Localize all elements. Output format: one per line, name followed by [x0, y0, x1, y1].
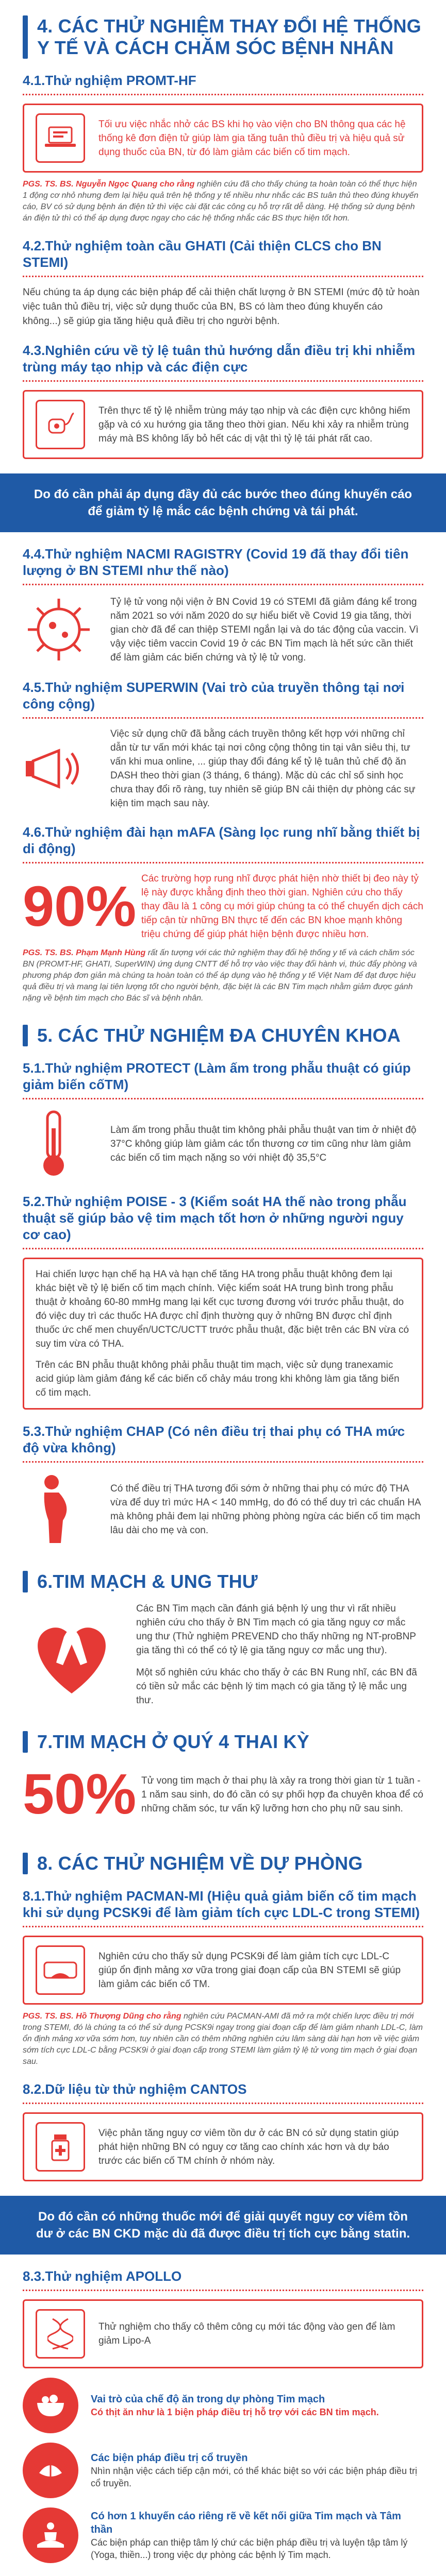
s6-row	[23, 1602, 423, 1707]
salad-bowl-icon	[23, 2378, 78, 2433]
cantos-title: 8.2.Dữ liệu từ thử nghiệm CANTOS	[23, 2081, 247, 2097]
divider	[23, 1098, 423, 1099]
section-5-heading	[23, 1006, 423, 1046]
section-5	[0, 1006, 446, 1548]
ai-title: 4.3.Nghiên cứu về tỷ lệ tuân thủ hướng dẫn điều trị khi nhiễm trùng máy tạo nhịp và các điện cực	[23, 343, 416, 375]
herbal-medicine-icon	[23, 2443, 78, 2498]
s7-text: Tử vong tim mạch ở thai phụ là xảy ra trong thời gian từ 1 tuần - 1 năm sau sinh, do đó cần có sự phối hợp đa chuyên khoa để có những chăm sóc, tư vấn kỹ lưỡng hơn cho phụ nữ sau sinh.	[141, 1775, 423, 1814]
promt-expert-note	[23, 179, 423, 224]
s6-texts	[136, 1602, 423, 1707]
superwin-text: Việc sử dụng chữ đã bằng cách truyền thông kết hợp với những chỉ dẫn từ tư vấn mới khác tại nơi công cộng thông tin tại vân siêu thị, tư vấn khi mua online, ... giúp thay đổi đáng kể tỷ lệ tuân thủ chế độ ăn DASH theo thời gian (3 tháng, 6 tháng). Mặc dù các chỉ số sinh học chưa thay đổi rõ ràng, tuy nhiên sẽ giúp BN cải thiện dự phòng các sự kiện tim mạch sau này.	[110, 728, 416, 809]
poise-title: 5.2.Thử nghiệm POISE - 3 (Kiểm soát HA thế nào trong phẫu thuật sẽ giúp bảo vệ tim mạch tốt hơn ở những người nguy cơ cao)	[23, 1194, 407, 1242]
divider	[23, 94, 423, 95]
prevention-item	[23, 2443, 423, 2498]
medicine-icon	[36, 2122, 85, 2172]
protect-title: 5.1.Thử nghiệm PROTECT (Làm ấm trong phẫu thuật có giúp giảm biến cốTM)	[23, 1060, 411, 1092]
section-7	[0, 1707, 446, 1826]
prevention-list	[23, 2378, 423, 2563]
section-8-title: 8. CÁC THỬ NGHIỆM VỀ DỰ PHÒNG	[37, 1853, 363, 1874]
cantos-card	[23, 2112, 423, 2181]
ghati-text: Nếu chúng ta áp dụng các biện pháp để cải thiện chất lượng ở BN STEMI (mức độ tử hoàn việc tuân thủ điều trị, việc sử dụng thuốc của BN, BS có làm theo đúng khuyến cáo không...) sẽ giúp gia tăng hiệu quả điều trị cho người bệnh.	[23, 287, 420, 327]
section-6-heading	[23, 1548, 423, 1592]
meditation-icon	[23, 2507, 78, 2563]
cantos-banner: Do đó cần có những thuốc mới để giải quyết nguy cơ viêm tồn dư ở các BN CKD mặc dù đã được điều trị tích cực bằng statin.	[0, 2196, 446, 2255]
section-8-heading	[23, 1823, 423, 1874]
chap-text: Có thể điều trị THA tương đối sớm ở những thai phụ có mức độ THA vừa để duy trì mức HA < 140 mmHg, do đó có thể duy trì các chuẩn HA mà không phải đem lại những phòng phòng ngừa các biến cố tim mạch lâu dài cho mẹ và con.	[110, 1483, 421, 1536]
divider	[23, 862, 423, 863]
heading-bar	[23, 1025, 28, 1046]
promt-title: 4.1.Thử nghiệm PROMT-HF	[23, 73, 196, 88]
mafa-percent: 90%	[23, 874, 137, 938]
section-7-title: 7.TIM MẠCH Ở QUÝ 4 THAI KỲ	[37, 1731, 309, 1752]
laptop-prescription-icon	[36, 113, 85, 163]
nacmi-text: Tỷ lệ tử vong nội viện ở BN Covid 19 có STEMI đã giảm đáng kể trong năm 2021 so với năm 2020 do sự hiểu biết về Covid 19 gia tăng, thời gian chờ đã để can thiệp STEMI ngắn lại và do tác động của vaccin. Vì vậy việc tiêm vaccin Covid 19 ở các BN Tim mạch là hết sức cần thiết để làm giảm các biến chứng và tỷ lệ tử vong.	[110, 596, 419, 663]
chap-title: 5.3.Thử nghiệm CHAP (Có nên điều trị thai phụ có THA mức độ vừa không)	[23, 1423, 405, 1455]
superwin-title: 4.5.Thử nghiệm SUPERWIN (Vai trò của truyền thông tại nơi công cộng)	[23, 680, 405, 711]
mafa-row	[23, 872, 423, 941]
heading-bar	[23, 1853, 28, 1874]
nacmi-row	[23, 594, 423, 666]
divider	[23, 1926, 423, 1927]
poise-text-2: Trên các BN phẫu thuật không phải phẫu thuật tim mạch, việc sử dụng tranexamic acid giúp làm giảm đáng kể các biến cố chảy máu trong khi không làm gia tăng biến cố tim mạch.	[36, 1360, 400, 1398]
apollo-text: Thử nghiệm cho thấy cô thêm công cụ mới tác động vào gen để làm giảm Lipo-A	[98, 2321, 395, 2346]
promt-card	[23, 104, 423, 173]
expert-quote: nghiên cứu đã cho thấy chúng ta hoàn toàn có thể thực hiện 1 động cơ nhỏ nhưng đem lại hiệu quả trên hệ thống y tế nhiều như nhắc các BS tuân thủ theo đúng khuyến cáo, BV có sử dụng bệnh án điện tử thì việc cài đặt các công cụ hỗ trợ rất dễ dàng. Hệ thống sử dụng bệnh án điện tử thì có thể áp dụng được ngay cho các hệ thống nhắc các BS thực hiện tốt hơn.	[23, 180, 419, 223]
divider	[23, 276, 423, 277]
pacman-expert-note	[23, 2011, 423, 2067]
artery-plaque-icon	[36, 1945, 85, 1995]
promt-text: Tối ưu việc nhắc nhở các BS khi họ vào viện cho BN thông qua các hệ thống kê đơn điện tử giúp làm gia tăng tuân thủ điều trị và hiệu quả sử dụng thuốc của BN, từ đó làm giảm các biến cố tim mạch.	[98, 118, 406, 158]
prevention-item	[23, 2507, 423, 2563]
mafa-text: Các trường hợp rung nhĩ được phát hiện nhờ thiết bị đeo này tỷ lệ này được khẳng định theo thời gian. Nghiên cứu cho thấy thay đầu là 1 công cụ mới giúp chúng ta có thể chuyển dịch cách tiếp cận từ những BN thực tế đến các BN khoe mạnh không triệu chứng để giúp phát hiện bệnh được nhiều hơn.	[141, 873, 423, 940]
s6-text-1: Các BN Tim mạch cần đánh giá bệnh lý ung thư vì rất nhiều nghiên cứu cho thấy ở BN Tim mạch có gia tăng nguy cơ mắc ung thư (Thử nghiệm PREVEND cho thấy những ng NT-proBNP gia tăng thì có thể có tỷ lệ gia tăng nguy cơ mắc ung thư).	[136, 1603, 416, 1656]
ai-card	[23, 390, 423, 459]
expert-name: PGS. TS. BS. Nguyễn Ngọc Quang cho rằng	[23, 180, 195, 189]
nacmi-title: 4.4.Thử nghiệm NACMI RAGISTRY (Covid 19 đã thay đổi tiên lượng ở BN STEMI như thế nào)	[23, 546, 409, 578]
poise-text-1: Hai chiến lược hạn chế hạ HA và hạn chế tăng HA trong phẫu thuật không đem lại khác biệt về tỷ lệ biến cố tim mạch chính. Việc kiểm soát HA trung bình trong phẫu thuật ở khoảng 60-80 mmHg mang lại kết cục tương đương với trước phẫu thuật, do đó việc duy trì các thuốc HA được chỉ định thường quy ở những BN được chỉ định thuốc ức chế men chuyển/UCTC/UCTT trước phẫu thuật, đặc biệt trên các BN vừa có suy tim vừa có THA.	[36, 1269, 409, 1349]
ghati-title: 4.2.Thử nghiệm toàn cầu GHATI (Cải thiện CLCS cho BN STEMI)	[23, 238, 382, 270]
divider	[23, 584, 423, 585]
megaphone-icon	[23, 740, 100, 797]
heading-bar	[23, 1571, 28, 1592]
prevention-item-head: Các biện pháp điều trị cổ truyền	[91, 2452, 248, 2464]
heading-bar	[23, 1731, 28, 1753]
pregnant-woman-icon	[23, 1471, 100, 1548]
virus-icon	[23, 594, 100, 666]
section-4	[0, 0, 446, 1004]
divider	[23, 2290, 423, 2291]
mafa-title: 4.6.Thử nghiệm đài hạn mAFA (Sàng lọc rung nhĩ bằng thiết bị di động)	[23, 824, 420, 856]
cantos-text: Việc phản tăng nguy cơ viêm tồn dư ở các BN có sử dụng statin giúp phát hiện những BN có nguy cơ tăng cao chính xác hơn và dự báo trước các biến cố TM chính ở nhóm này.	[98, 2127, 399, 2166]
heart-ribbon-icon	[23, 1606, 126, 1704]
poise-card	[23, 1258, 423, 1410]
s7-row	[23, 1762, 423, 1826]
section-6	[0, 1548, 446, 1707]
section-4-title: 4. CÁC THỬ NGHIỆM THAY ĐỔI HỆ THỐNG Y TẾ VÀ CÁCH CHĂM SÓC BỆNH NHÂN	[37, 15, 421, 58]
dna-icon	[36, 2309, 85, 2359]
section-5-title: 5. CÁC THỬ NGHIỆM ĐA CHUYÊN KHOA	[37, 1025, 401, 1046]
apollo-card	[23, 2299, 423, 2368]
section-4-heading	[23, 0, 423, 59]
section-8	[0, 1823, 446, 2563]
divider	[23, 380, 423, 382]
protect-text: Làm ấm trong phẫu thuật tim không phải phẫu thuật van tim ở nhiệt độ 37°C không giúp làm giảm các tổn thương cơ tim cũng như làm giảm các biến cố tim mạch nặng so với nhiệt độ 35,5°C	[110, 1124, 417, 1163]
divider	[23, 1248, 423, 1249]
heading-bar	[23, 15, 28, 59]
s6-text-2: Một số nghiên cứu khác cho thấy ở các BN Rung nhĩ, các BN đã có tiền sử mắc các bệnh lý tim mạch có gia tăng tỷ lệ mắc ung thư.	[136, 1667, 417, 1706]
mafa-expert-note	[23, 947, 423, 1004]
expert-quote: nghiên cứu PACMAN-AMI đã mở ra một chiến lược điều trị mới trong STEMI, đó là chúng ta có thể sử dụng PCSK9i ngay trong giai đoạn cấp để làm giảm nhanh LDL-C, làm ổn định mảng xơ vữa sớm hơn, tuy nhiên cần có thêm những nghiên cứu lâm sàng dài hạn hơn về việc giảm sớm tích cực LDL-C bằng PCSK9i ở giai đoạn cấp trong STEMI làm giảm tỷ lệ tử vong tim mạch ở giai đoạn sau.	[23, 2012, 423, 2066]
pacemaker-icon	[36, 400, 85, 449]
protect-row	[23, 1108, 423, 1180]
apollo-title: 8.3.Thử nghiệm APOLLO	[23, 2268, 182, 2284]
prevention-item-head: Có hơn 1 khuyến cáo riêng rẽ về kết nối giữa Tim mạch và Tâm thần	[91, 2511, 401, 2535]
s7-percent: 50%	[23, 1762, 137, 1826]
divider	[23, 2103, 423, 2104]
expert-name: PGS. TS. BS. Hồ Thượng Dũng cho rằng	[23, 2012, 181, 2021]
pacman-title: 8.1.Thử nghiệm PACMAN-MI (Hiệu quả giảm biến cố tim mạch khi sử dụng PCSK9i để làm giảm tích cực LDL-C trong STEMI)	[23, 1888, 420, 1920]
ai-banner: Do đó cần phải áp dụng đầy đủ các bước theo đúng khuyến cáo để giảm tỷ lệ mắc các bệnh chứng và tái phát.	[0, 473, 446, 532]
divider	[23, 717, 423, 719]
prevention-item-head: Vai trò của chế độ ăn trong dự phòng Tim mạch	[91, 2394, 325, 2405]
pacman-card	[23, 1936, 423, 2005]
chap-row	[23, 1471, 423, 1548]
ai-text: Trên thực tế tỷ lệ nhiễm trùng máy tạo nhịp và các điện cực không hiếm gặp và có xu hướng gia tăng theo thời gian. Nếu khi xảy ra nhiễm trùng máy mà BS không lấy bỏ hết các dị vật thì tỷ lệ tái phát rất cao.	[98, 405, 410, 444]
prevention-item-body: Các biện pháp can thiệp tâm lý chứ các biện pháp điều trị và luyện tập tâm lý (Yoga, thiền...) trong việc dự phòng các bệnh lý Tim mạch.	[91, 2537, 408, 2560]
section-7-heading	[23, 1707, 423, 1753]
prevention-item-body: Có thịt ăn như là 1 biện pháp điều trị hỗ trợ với các BN tim mạch.	[91, 2407, 379, 2417]
prevention-item	[23, 2378, 423, 2433]
prevention-item-body: Nhìn nhận việc cách tiếp cận mới, có thể khác biệt so với các biện pháp điều trị cổ truyền.	[91, 2466, 417, 2488]
expert-quote: rất ấn tượng với các thử nghiệm thay đổi hệ thống y tế và cách chăm sóc BN (PROMT-HF, GHATI, SuperWIN) ứng dụng CNTT để hỗ trợ vào việc thay đổi hành vi, thúc đẩy phòng và phương pháp đơn giản mà chúng ta hoàn toàn có thể áp dụng vào hệ thống y tế Việt Nam để đạt được hiệu quả điều trị và mang lại tiên lượng tốt cho người bệnh, đặc biệt là các BN Tim mạch nhằm giảm được gánh nặng về bệnh tim mạch cho Bác sĩ và bệnh nhân.	[23, 948, 417, 1003]
pacman-text: Nghiên cứu cho thấy sử dụng PCSK9i để làm giảm tích cực LDL-C giúp ổn định mảng xơ vữa trong giai đoạn cấp của BN STEMI sẽ giúp làm giảm các biến cố TM.	[98, 1951, 401, 1990]
superwin-row	[23, 727, 423, 810]
expert-name: PGS. TS. BS. Phạm Mạnh Hùng	[23, 948, 146, 957]
divider	[23, 1461, 423, 1463]
thermometer-icon	[23, 1108, 100, 1180]
section-6-title: 6.TIM MẠCH & UNG THƯ	[37, 1571, 258, 1592]
